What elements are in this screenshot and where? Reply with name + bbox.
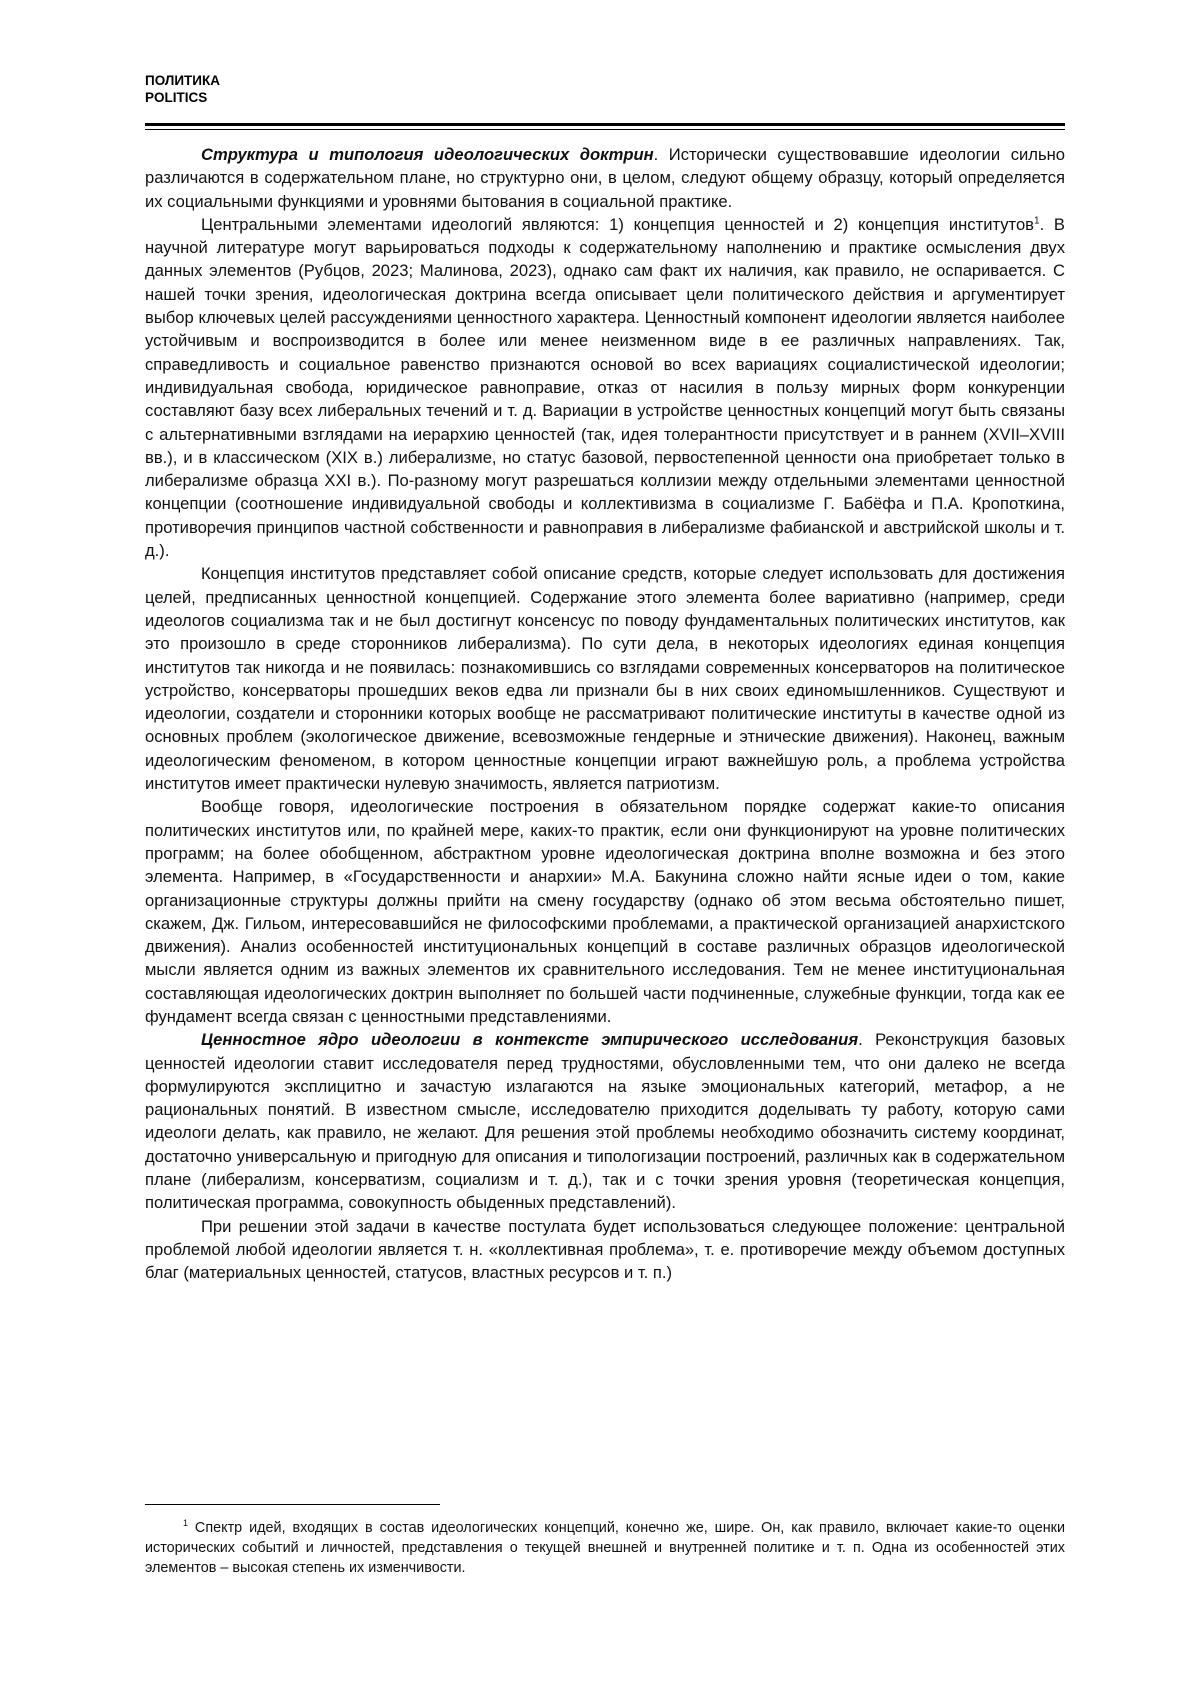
paragraph-2 xyxy=(145,213,1065,562)
footnote xyxy=(145,1518,1065,1578)
footnote-text: Спектр идей, входящих в состав идеологических концепций, конечно же, шире. Он, как правило, включает какие-то оценки исторических событий и личностей, представления о текущей внешней и внутренней политике и т. п. Одна из особенностей этих элементов – высокая степень их изменчивости. xyxy=(145,1520,1065,1576)
footnote-reference: 1 xyxy=(1034,215,1040,227)
paragraph-5 xyxy=(145,1028,1065,1214)
paragraph-6: При решении этой задачи в качестве постулата будет использоваться следующее положение: центральной проблемой любой идеологии является т. н. «коллективная проблема», т. е. противоречие между объемом доступных благ (материальных ценностей, статусов, властных ресурсов и т. п.) xyxy=(145,1216,1065,1283)
footnote-marker: 1 xyxy=(183,1518,189,1529)
paragraph-5-text: . Реконструкция базовых ценностей идеологии ставит исследователя перед трудностями, обусловленными тем, что они далеко не всегда формулируются эксплицитно и зачастую излагаются на языке эмоциональных категорий, метафор, а не рациональных понятий. В известном смысле, исследователю приходится доделывать ту работу, которую сами идеологи делать, как правило, не желают. Для решения этой проблемы необходимо обозначить систему координат, достаточно универсальную и пригодную для описания и типологизации построений, различных как в содержательном плане (либерализм, консерватизм, социализм и т. д.), так и с точки зрения уровня (теоретическая концепция, политическая программа, совокупность обыденных представлений). xyxy=(145,1030,1065,1213)
paragraph-2-text-a: Центральными элементами идеологий являются: 1) концепция ценностей и 2) концепция институтов xyxy=(201,214,1035,234)
header-rule-thick xyxy=(145,123,1065,126)
section-heading-value-core: Ценностное ядро идеологии в контексте эмпирического исследования xyxy=(201,1030,859,1050)
paragraph-3: Концепция институтов представляет собой описание средств, которые следует использовать для достижения целей, предписанных ценностной концепцией. Содержание этого элемента более вариативно (например, среди идеологов социализма так и не был достигнут консенсус по поводу фундаментальных политических институтов, как это произошло в среде сторонников либерализма). По сути дела, в некоторых идеологиях единая концепция институтов так никогда и не появилась: познакомившись со взглядами современных консерваторов на политическое устройство, консерваторы прошедших веков едва ли признали бы в них своих единомышленников. Существуют и идеологии, создатели и сторонники которых вообще не рассматривают политические институты в качестве одной из основных проблем (экологическое движение, всевозможные гендерные и этнические движения). Наконец, важным идеологическим феноменом, в котором ценностные концепции играют важнейшую роль, а проблема устройства институтов имеет практически нулевую значимость, является патриотизм. xyxy=(145,564,1065,794)
header-rule-thin xyxy=(145,129,1065,130)
paragraph-1-text: . Исторически существовавшие идеологии сильно различаются в содержательном плане, но структурно они, в целом, следуют общему образцу, который определяется их социальными функциями и уровнями бытования в социальной практике. xyxy=(145,145,1065,211)
paragraph-2-text-b: . В научной литературе могут варьироваться подходы к содержательному наполнению и практике осмысления двух данных элементов (Рубцов, 2023; Малинова, 2023), однако сам факт их наличия, как правило, не оспаривается. С нашей точки зрения, идеологическая доктрина всегда описывает цели политического действия и аргументирует выбор ключевых целей рассуждениями ценностного характера. Ценностный компонент идеологии является наиболее устойчивым и воспроизводится в более или менее неизменном виде в ее различных направлениях. Так, справедливость и социальное равенство признаются основой во всех вариациях социалистической идеологии; индивидуальная свобода, юридическое равноправие, отказ от насилия в пользу мирных форм конкуренции составляют базу всех либеральных течений и т. д. Вариации в устройстве ценностных концепций могут быть связаны с альтернативными взглядами на иерархию ценностей (так, идея толерантности присутствует и в раннем (XVII–XVIII вв.), и в классическом (XIX в.) либерализме, но статус базовой, первостепенной ценности она приобретает только в либерализме образца XXI в.). По-разному могут разрешаться коллизии между отдельными элементами ценностной концепции (соотношение индивидуальной свободы и коллективизма в социализме Г. Бабёфа и П.А. Кропоткина, противоречия принципов частной собственности и равноправия в либерализме фабианской и австрийской школы и т. д.). xyxy=(145,214,1065,561)
header-section-ru: ПОЛИТИКА xyxy=(145,73,220,88)
paragraph-4: Вообще говоря, идеологические построения в обязательном порядке содержат какие-то описания политических институтов или, по крайней мере, каких-то практик, если они функционируют на уровне политических программ; на более обобщенном, абстрактном уровне идеологическая доктрина вполне возможна и без этого элемента. Например, в «Государственности и анархии» М.А. Бакунина сложно найти ясные идеи о том, какие организационные структуры должны прийти на смену государству (однако об этом весьма обстоятельно пишет, скажем, Дж. Гильом, интересовавшийся не философскими проблемами, а практической организацией анархистского движения). Анализ особенностей институциональных концепций в составе различных образцов идеологической мысли является одним из важных элементов их сравнительного исследования. Тем не менее институциональная составляющая идеологических доктрин выполняет по большей части подчиненные, служебные функции, тогда как ее фундамент всегда связан с ценностными представлениями. xyxy=(145,797,1065,1026)
running-header xyxy=(145,72,220,106)
footnote-separator xyxy=(145,1504,440,1505)
article-body xyxy=(145,143,1065,1285)
section-heading-structure: Структура и типология идеологических доктрин xyxy=(201,145,654,164)
paragraph-1 xyxy=(145,143,1065,213)
header-section-en: POLITICS xyxy=(145,90,208,105)
